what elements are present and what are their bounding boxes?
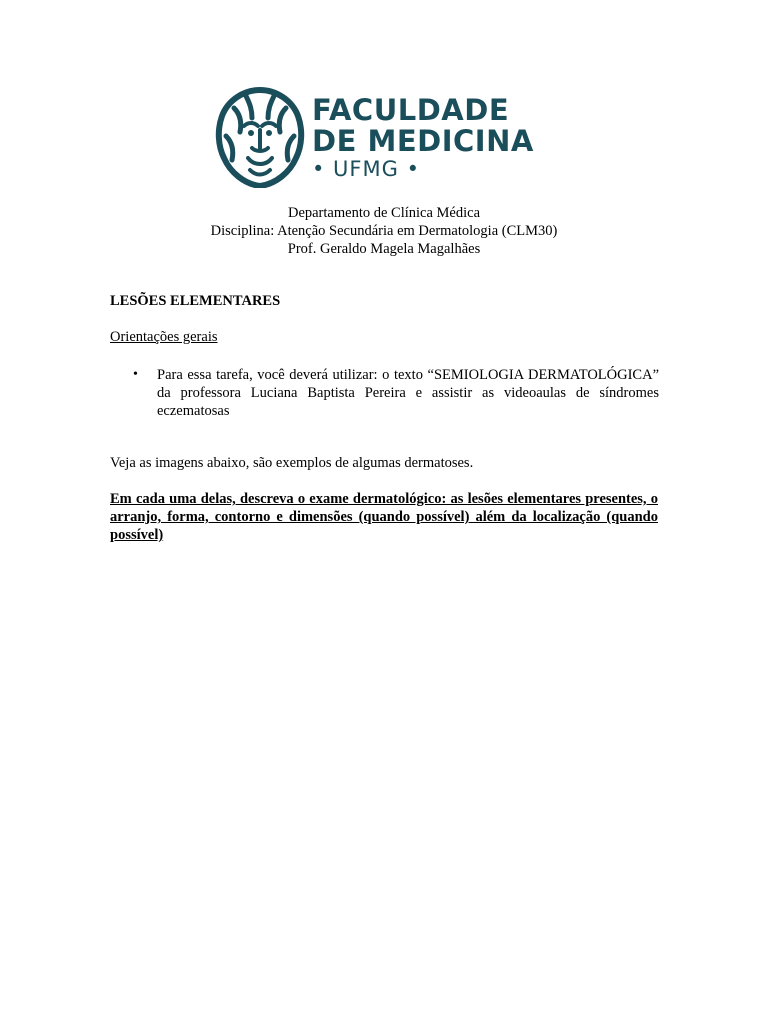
document-header (0, 204, 768, 258)
bullet-symbol: • (133, 367, 138, 382)
department-line: Departamento de Clínica Médica (287, 205, 481, 221)
section-subtitle: Orientações gerais (110, 329, 218, 345)
logo-line-medicina: DE MEDICINA (312, 124, 534, 158)
logo-line-faculdade: FACULDADE (312, 93, 510, 127)
faculty-logo (214, 86, 534, 190)
discipline-line: Disciplina: Atenção Secundária em Dermatologia (CLM30) (210, 223, 558, 239)
bullet-list (133, 366, 659, 420)
task-instruction: Em cada uma delas, descreva o exame dermatológico: as lesões elementares presentes, o arranjo, forma, contorno e dimensões (quando possível) além da localização (quando possível) (110, 491, 658, 543)
logo-wordmark (312, 93, 534, 181)
professor-line: Prof. Geraldo Magela Magalhães (287, 241, 481, 257)
section-title: LESÕES ELEMENTARES (110, 293, 281, 309)
lion-head-icon (214, 86, 306, 188)
bullet-item-text: Para essa tarefa, você deverá utilizar: o texto “SEMIOLOGIA DERMATOLÓGICA” da professora Luciana Baptista Pereira e assistir as videoaulas de síndromes eczematosas (157, 367, 659, 419)
examples-paragraph: Veja as imagens abaixo, são exemplos de algumas dermatoses. (110, 455, 474, 471)
logo-line-ufmg: • UFMG • (312, 157, 420, 181)
